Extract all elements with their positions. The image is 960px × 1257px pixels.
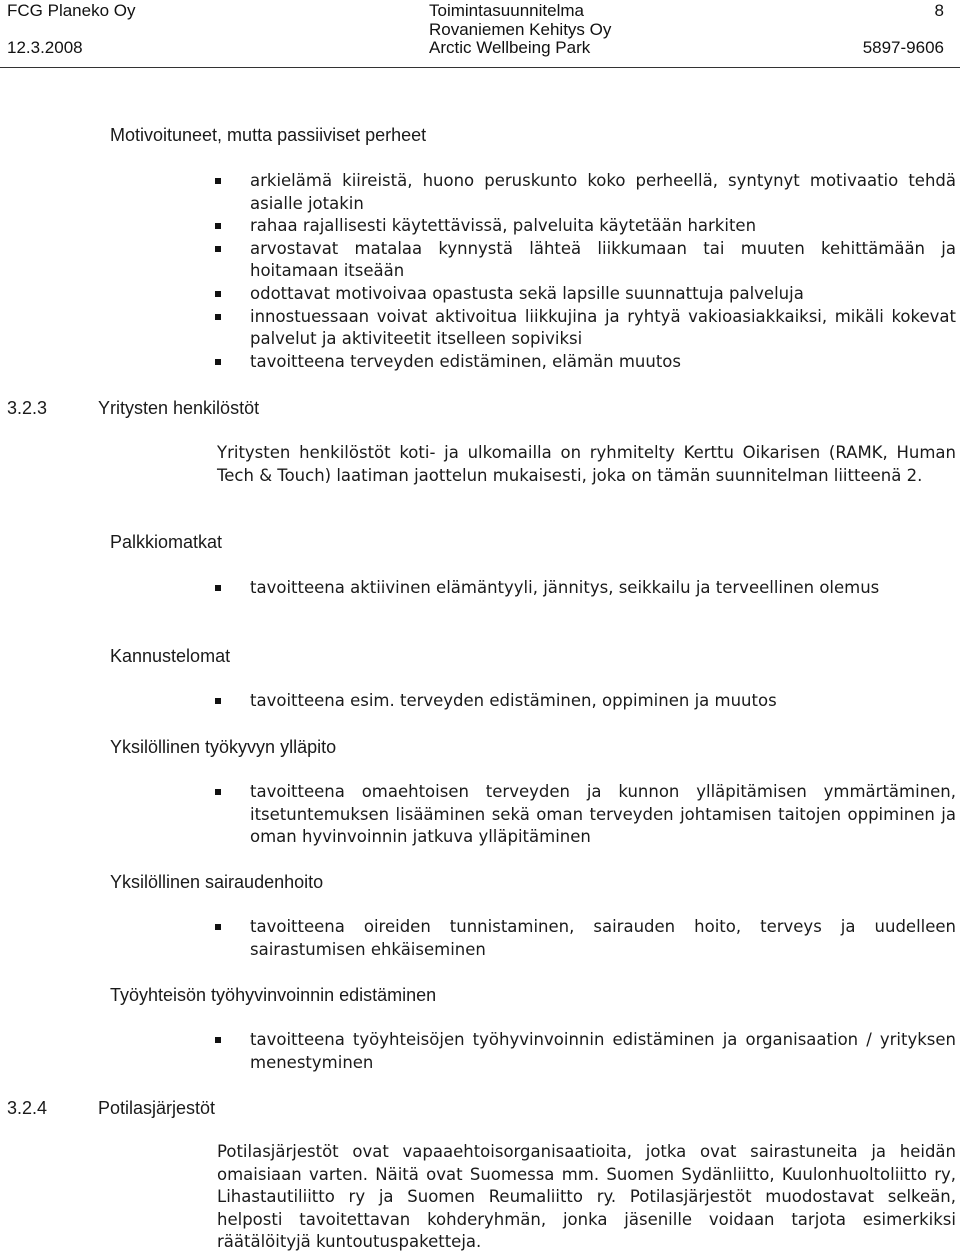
group-bullet-list bbox=[250, 690, 956, 713]
header-project-code: 5897-9606 bbox=[862, 38, 944, 57]
families-heading: Motivoituneet, mutta passiiviset perheet bbox=[110, 125, 427, 145]
section-paragraph: Potilasjärjestöt ovat vapaaehtoisorganisaatioita, jotka ovat sairastuneita ja heidän omaisiaan varten. Näitä ovat Suomessa mm. Suomen Sydänliitto, Kuulonhuoltoliitto ry, Lihastautiliitto ry ja Suomen Reumaliitto ry. Potilasjärjestöt muodostavat selkeän, helposti tavoitettavan kohderyhmän, jonka jäsenille voidaan tarjota esimerkiksi räätälöityjä kuntoutuspaketteja. bbox=[217, 1142, 956, 1252]
list-item: tavoitteena omaehtoisen terveyden ja kunnon ylläpitämisen ymmärtäminen, itsetuntemuksen lisääminen sekä oman terveyden johtamisen taitojen oppiminen ja oman hyvinvoinnin jatkuva ylläpitäminen bbox=[250, 781, 956, 849]
list-item: arvostavat matalaa kynnystä lähteä liikkumaan tai muuten kehittämään ja hoitamaan itseään bbox=[250, 238, 956, 283]
group-heading-tyokyky: Yksilöllinen työkyvyn ylläpito bbox=[110, 737, 337, 757]
group-heading-tyohyvinvointi: Työyhteisön työhyvinvoinnin edistäminen bbox=[110, 985, 437, 1005]
header-doc-title: Toimintasuunnitelma bbox=[429, 1, 584, 20]
header-page-number: 8 bbox=[934, 1, 944, 20]
list-item: odottavat motivoivaa opastusta sekä lapsille suunnattuja palveluja bbox=[250, 283, 956, 306]
list-item: tavoitteena terveyden edistäminen, elämän muutos bbox=[250, 351, 956, 374]
section-number: 3.2.3 bbox=[7, 398, 48, 418]
group-bullet-list bbox=[250, 781, 956, 849]
page-header bbox=[0, 0, 960, 68]
list-item: rahaa rajallisesti käytettävissä, palveluita käytetään harkiten bbox=[250, 215, 956, 238]
group-bullet-list bbox=[250, 1029, 956, 1074]
section-paragraph: Yritysten henkilöstöt koti- ja ulkomailla on ryhmitelty Kerttu Oikarisen (RAMK, Human Tech & Touch) laatiman jaottelun mukaisesti, joka on tämän suunnitelman liitteenä 2. bbox=[217, 443, 956, 485]
group-bullet-list bbox=[250, 577, 956, 600]
list-item: tavoitteena esim. terveyden edistäminen, oppiminen ja muutos bbox=[250, 690, 956, 713]
section-title: Potilasjärjestöt bbox=[98, 1098, 216, 1118]
header-project: Arctic Wellbeing Park bbox=[429, 38, 591, 57]
section-number: 3.2.4 bbox=[7, 1098, 48, 1118]
list-item: tavoitteena työyhteisöjen työhyvinvoinnin edistäminen ja organisaation / yrityksen menestyminen bbox=[250, 1029, 956, 1074]
list-item: innostuessaan voivat aktivoitua liikkujina ja ryhtyä vakioasiakkaiksi, mikäli kokevat palvelut ja aktiviteetit itselleen sopiviksi bbox=[250, 306, 956, 351]
families-bullet-list bbox=[250, 170, 956, 373]
group-bullet-list bbox=[250, 916, 956, 961]
list-item: tavoitteena oireiden tunnistaminen, sairauden hoito, terveys ja uudelleen sairastumisen ehkäiseminen bbox=[250, 916, 956, 961]
header-company: FCG Planeko Oy bbox=[7, 1, 136, 20]
header-client: Rovaniemen Kehitys Oy bbox=[429, 20, 612, 39]
group-heading-kannustelomat: Kannustelomat bbox=[110, 646, 231, 666]
list-item: tavoitteena aktiivinen elämäntyyli, jännitys, seikkailu ja terveellinen olemus bbox=[250, 577, 956, 600]
group-heading-sairaudenhoito: Yksilöllinen sairaudenhoito bbox=[110, 872, 324, 892]
list-item: arkielämä kiireistä, huono peruskunto koko perheellä, syntynyt motivaatio tehdä asialle jotakin bbox=[250, 170, 956, 215]
header-divider bbox=[0, 67, 960, 68]
section-title: Yritysten henkilöstöt bbox=[98, 398, 260, 418]
group-heading-palkkiomatkat: Palkkiomatkat bbox=[110, 532, 223, 552]
header-date: 12.3.2008 bbox=[7, 38, 83, 57]
